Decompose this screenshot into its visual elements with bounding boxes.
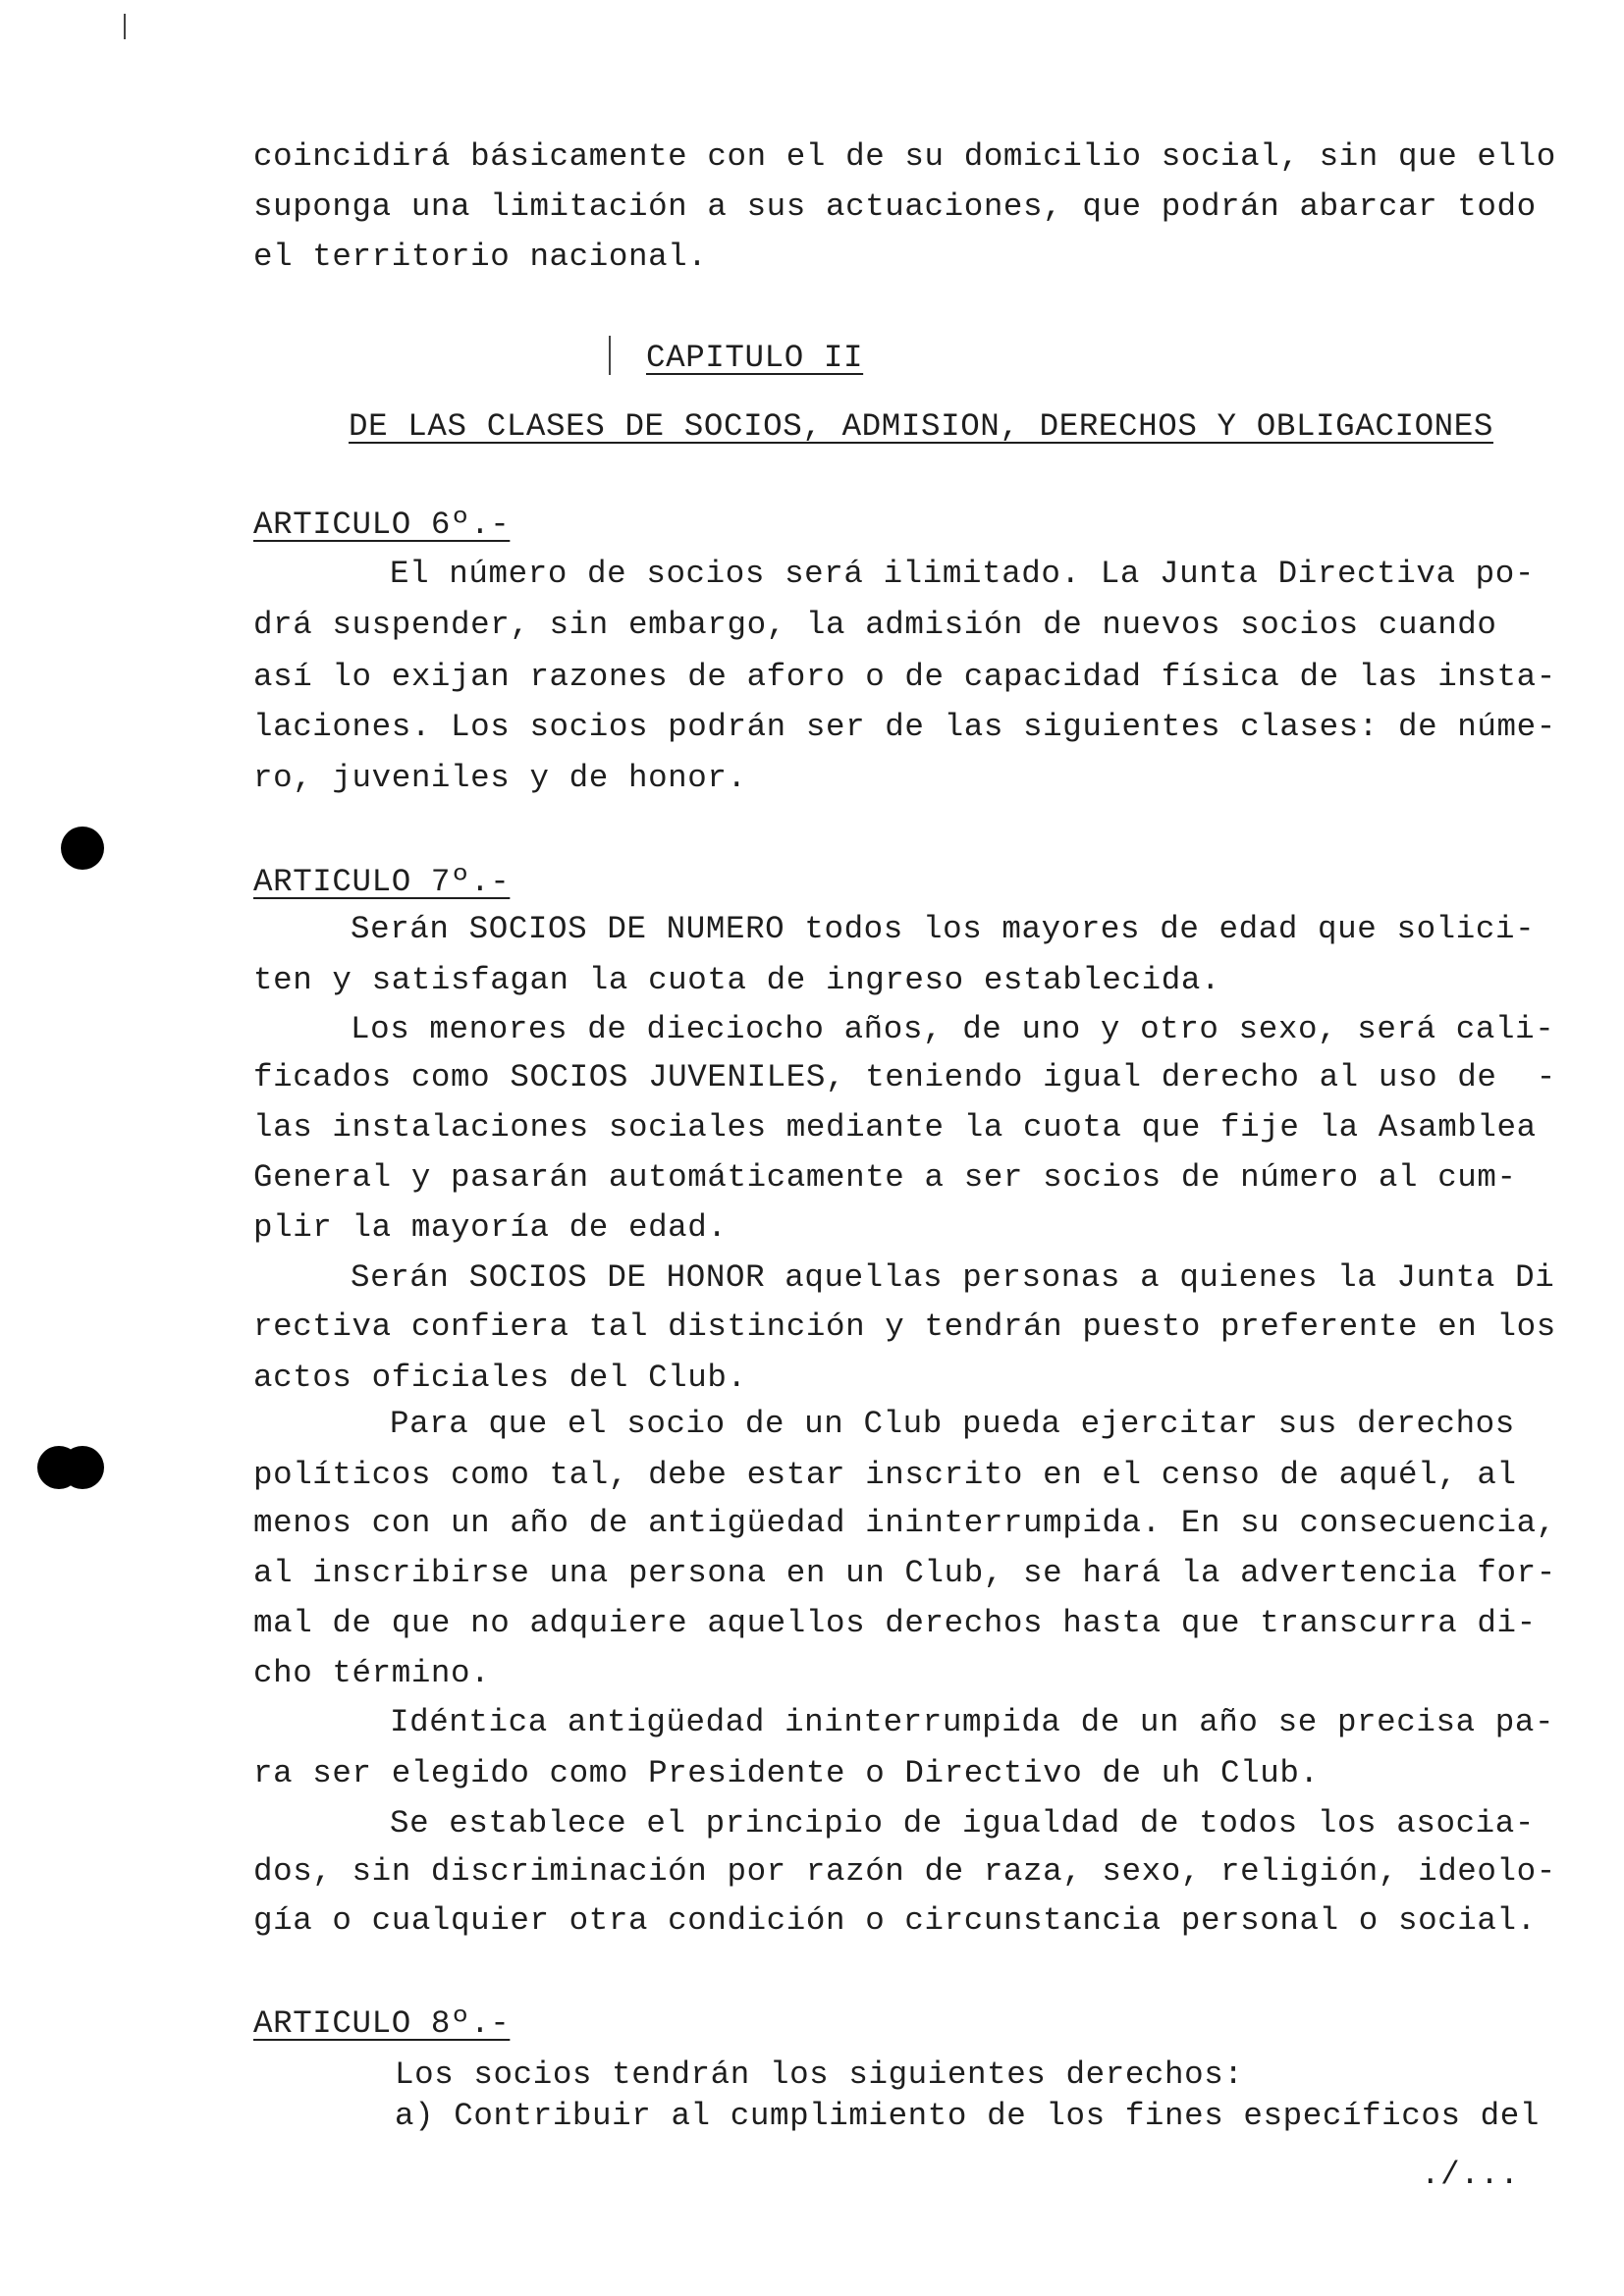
article-7-line: cho término.: [253, 1655, 491, 1691]
article-6-line: El número de socios será ilimitado. La Junta Directiva po-: [390, 556, 1535, 592]
article-7-line: actos oficiales del Club.: [253, 1360, 747, 1396]
punch-hole: [61, 827, 104, 870]
article-7-line: menos con un año de antigüedad ininterrumpida. En su consecuencia,: [253, 1505, 1556, 1541]
chapter-title: DE LAS CLASES DE SOCIOS, ADMISION, DERECHOS Y OBLIGACIONES: [349, 408, 1493, 445]
article-7-line: Serán SOCIOS DE NUMERO todos los mayores de edad que solici-: [351, 911, 1536, 947]
article-7-line: al inscribirse una persona en un Club, se hará la advertencia for-: [253, 1555, 1556, 1591]
article-6-line: drá suspender, sin embargo, la admisión de nuevos socios cuando: [253, 607, 1497, 643]
article-7-line: plir la mayoría de edad.: [253, 1209, 728, 1246]
scan-mark: [124, 14, 126, 39]
article-7-line: Idéntica antigüedad ininterrumpida de un año se precisa pa-: [390, 1704, 1555, 1740]
chapter-number: CAPITULO II: [646, 340, 864, 376]
scan-mark: [609, 336, 611, 375]
article-7-line: rectiva confiera tal distinción y tendrán puesto preferente en los: [253, 1308, 1556, 1345]
article-7-line: mal de que no adquiere aquellos derechos hasta que transcurra di-: [253, 1605, 1537, 1641]
article-7-line: las instalaciones sociales mediante la cuota que fije la Asamblea: [253, 1109, 1537, 1146]
article-7-line: políticos como tal, debe estar inscrito en el censo de aquél, al: [253, 1457, 1517, 1493]
article-6-heading: ARTICULO 6º.-: [253, 507, 511, 543]
article-7-line: ficados como SOCIOS JUVENILES, teniendo igual derecho al uso de -: [253, 1059, 1556, 1095]
article-6-line: ro, juveniles y de honor.: [253, 760, 747, 796]
intro-line: coincidirá básicamente con el de su domicilio social, sin que ello: [253, 138, 1556, 175]
punch-hole: [61, 1446, 104, 1489]
article-7-line: Los menores de dieciocho años, de uno y otro sexo, será cali-: [351, 1011, 1555, 1047]
article-8-heading: ARTICULO 8º.-: [253, 2005, 511, 2042]
article-8-line: a) Contribuir al cumplimiento de los fines específicos del: [395, 2098, 1540, 2134]
article-7-line: Se establece el principio de igualdad de todos los asocia-: [390, 1805, 1535, 1842]
article-8-line: Los socios tendrán los siguientes derechos:: [395, 2056, 1244, 2093]
article-7-line: Serán SOCIOS DE HONOR aquellas personas a quienes la Junta Di: [351, 1259, 1555, 1296]
intro-line: el territorio nacional.: [253, 239, 708, 275]
article-7-line: ra ser elegido como Presidente o Directivo de uh Club.: [253, 1755, 1320, 1791]
article-7-line: General y pasarán automáticamente a ser socios de número al cum-: [253, 1159, 1517, 1196]
article-7-line: Para que el socio de un Club pueda ejercitar sus derechos: [390, 1406, 1515, 1442]
intro-line: suponga una limitación a sus actuaciones, que podrán abarcar todo: [253, 188, 1537, 225]
article-7-line: gía o cualquier otra condición o circunstancia personal o social.: [253, 1902, 1537, 1939]
article-7-line: ten y satisfagan la cuota de ingreso establecida.: [253, 962, 1221, 998]
page-continuation: ./...: [1421, 2157, 1520, 2193]
article-7-line: dos, sin discriminación por razón de raza, sexo, religión, ideolo-: [253, 1853, 1556, 1890]
article-6-line: laciones. Los socios podrán ser de las siguientes clases: de núme-: [253, 709, 1556, 745]
article-6-line: así lo exijan razones de aforo o de capacidad física de las insta-: [253, 659, 1556, 695]
article-7-heading: ARTICULO 7º.-: [253, 864, 511, 900]
